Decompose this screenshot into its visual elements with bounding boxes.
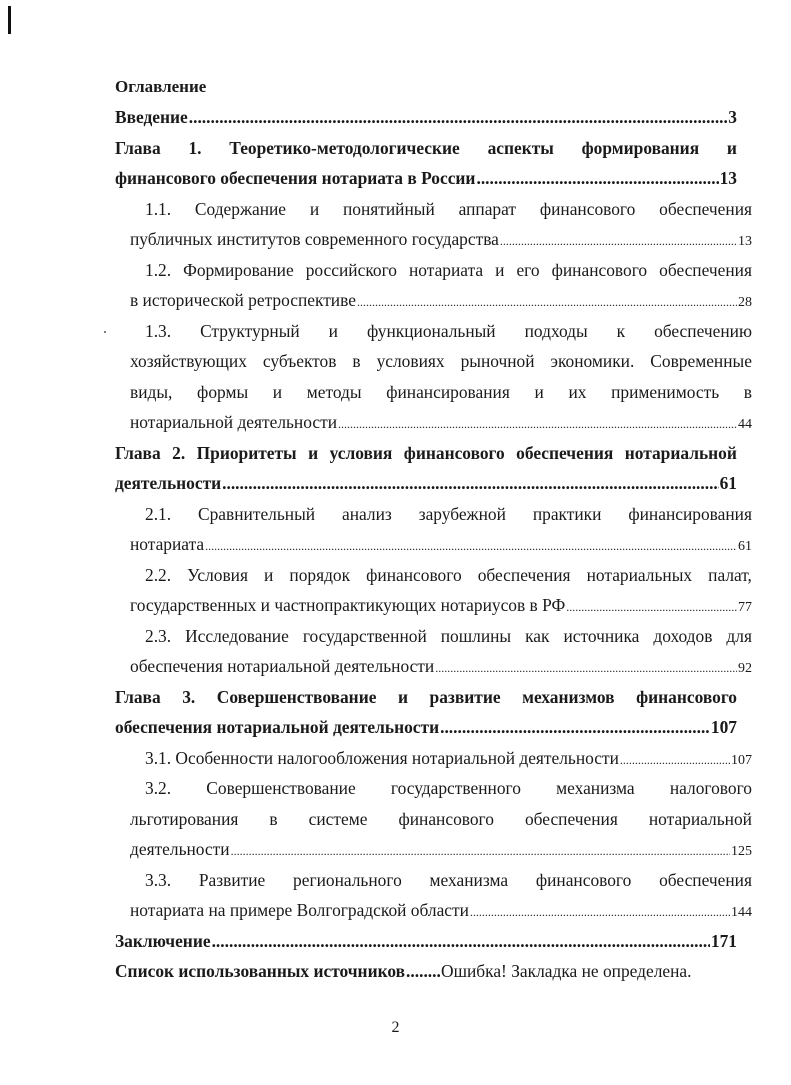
toc-page-number: 107: [710, 717, 737, 737]
toc-entry[interactable]: [130, 773, 752, 865]
leader-dots: [338, 407, 737, 438]
toc-page-number: 171: [710, 930, 737, 951]
toc-entry-text: нотариата на примере Волгоградской области: [130, 900, 469, 920]
leader-dots: [406, 956, 440, 987]
sources-label: Список использованных источников: [115, 961, 406, 981]
toc-page-number: 13: [738, 234, 752, 249]
toc-page-number: 144: [731, 905, 752, 920]
leader-dots: [500, 224, 737, 255]
toc-entry-line: 3.3. Развитие регионального механизма финансового обеспечения: [145, 869, 752, 890]
toc-entry[interactable]: [130, 560, 752, 621]
toc-entry[interactable]: [115, 926, 737, 957]
leader-dots: [440, 712, 710, 743]
leader-dots: [189, 102, 728, 133]
leader-dots: [620, 743, 730, 774]
toc-entry[interactable]: [130, 743, 752, 774]
scan-artifact-mark: [8, 6, 11, 34]
toc-page-number: 13: [719, 168, 737, 188]
toc-entry[interactable]: [115, 133, 737, 194]
scan-speck: [104, 331, 106, 333]
leader-dots: [205, 529, 737, 560]
toc-entries: [115, 102, 752, 956]
leader-dots: [222, 468, 718, 499]
toc-entry[interactable]: [130, 255, 752, 316]
toc-entry-text: нотариальной деятельности: [130, 412, 337, 432]
toc-entry-text: деятельности: [130, 839, 230, 859]
toc-entry[interactable]: [130, 194, 752, 255]
toc-entry-text: Введение: [115, 107, 188, 127]
leader-dots: [435, 651, 737, 682]
toc-entry-text: в исторической ретроспективе: [130, 290, 356, 310]
toc-entry-line: 1.2. Формирование российского нотариата и его финансового обеспечения: [145, 259, 752, 280]
toc-entry-text: государственных и частнопрактикующих нотариусов в РФ: [130, 595, 566, 615]
toc-entry-text: деятельности: [115, 473, 222, 493]
toc-page-number: 77: [738, 600, 752, 615]
toc-page-number: 92: [738, 661, 752, 676]
toc-entry-line: 2.1. Сравнительный анализ зарубежной практики финансирования: [145, 503, 752, 524]
toc-entry-text: обеспечения нотариальной деятельности: [115, 717, 440, 737]
toc-entry-text: финансового обеспечения нотариата в России: [115, 168, 476, 188]
toc-entry-line: виды, формы и методы финансирования и их применимость в: [130, 381, 752, 402]
leader-dots: [566, 590, 737, 621]
toc-entry-line: 1.1. Содержание и понятийный аппарат финансового обеспечения: [145, 198, 752, 219]
toc-entry-text: публичных институтов современного государства: [130, 229, 499, 249]
toc-entry-text: Заключение: [115, 930, 211, 951]
toc-entry-text: нотариата: [130, 534, 205, 554]
toc-entry[interactable]: [115, 682, 737, 743]
toc-page-number: 107: [731, 752, 752, 768]
leader-dots: [357, 285, 737, 316]
page-number: 2: [391, 1019, 400, 1036]
toc-entry-line: 3.2. Совершенствование государственного механизма налогового: [145, 778, 752, 798]
toc-entry-sources[interactable]: [115, 956, 737, 987]
toc-entry[interactable]: [130, 316, 752, 438]
sources-error-text: Ошибка! Закладка не определена.: [441, 961, 692, 981]
toc-entry-line: хозяйствующих субъектов в условиях рыночной экономики. Современные: [130, 351, 752, 371]
toc-page-number: 28: [738, 295, 752, 310]
toc-entry-line: 1.3. Структурный и функциональный подходы к обеспечению: [145, 320, 752, 341]
toc-entry[interactable]: [130, 865, 752, 926]
toc-page-number: 3: [728, 107, 737, 127]
toc-page-number: 61: [738, 539, 752, 554]
table-of-contents: [115, 72, 752, 987]
toc-title: Оглавление: [115, 77, 207, 96]
toc-entry[interactable]: [130, 499, 752, 560]
toc-entry-line: 2.2. Условия и порядок финансового обеспечения нотариальных палат,: [145, 564, 752, 585]
toc-entry[interactable]: [115, 102, 737, 133]
toc-page-number: 125: [731, 844, 752, 859]
toc-entry-line: 2.3. Исследование государственной пошлины как источника доходов для: [145, 625, 752, 646]
leader-dots: [231, 834, 730, 865]
toc-entry-text: 3.1. Особенности налогообложения нотариальной деятельности: [145, 747, 619, 768]
leader-dots: [212, 926, 710, 957]
leader-dots: [470, 895, 730, 926]
toc-page-number: 44: [738, 417, 752, 432]
toc-page-number: 61: [719, 473, 737, 493]
toc-entry[interactable]: [130, 621, 752, 682]
toc-entry-line: Глава 3. Совершенствование и развитие механизмов финансового: [115, 686, 737, 707]
leader-dots: [476, 163, 718, 194]
toc-entry-line: льготирования в системе финансового обеспечения нотариальной: [130, 808, 752, 829]
toc-entry-text: обеспечения нотариальной деятельности: [130, 656, 435, 676]
toc-entry[interactable]: [115, 438, 737, 499]
toc-entry-line: Глава 1. Теоретико-методологические аспекты формирования и: [115, 137, 737, 158]
toc-entry-line: Глава 2. Приоритеты и условия финансового обеспечения нотариальной: [115, 442, 737, 463]
